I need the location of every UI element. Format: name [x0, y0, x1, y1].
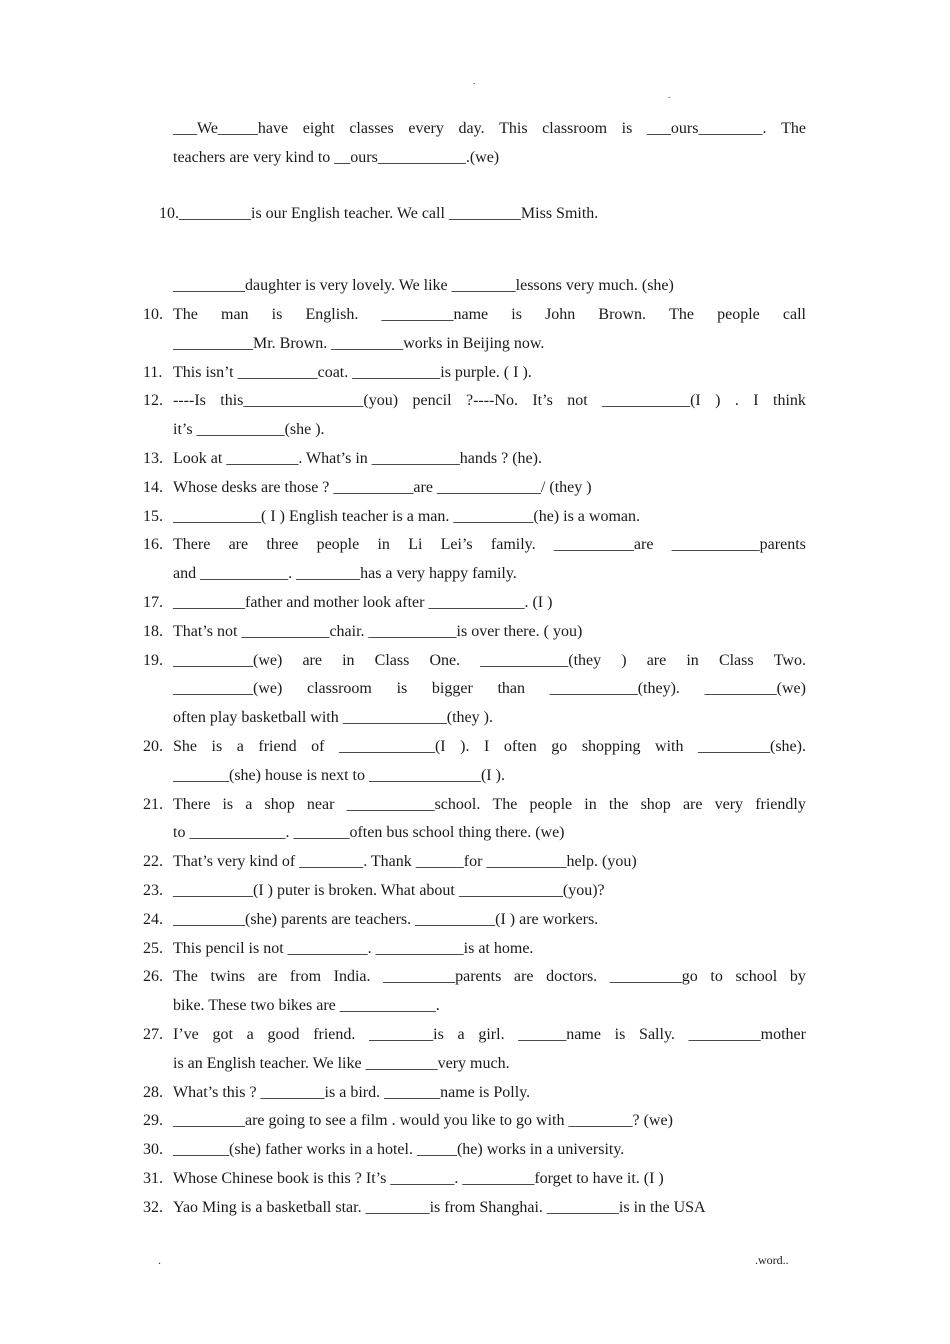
word: __________(we): [173, 651, 283, 669]
word: _________parents: [383, 968, 502, 986]
question-line: it’s ___________(she ).: [173, 421, 325, 439]
word: go: [551, 738, 568, 755]
word: ___________(they: [480, 651, 602, 669]
word: shop: [264, 795, 295, 813]
word: Brown.: [598, 306, 646, 323]
word: with: [655, 738, 684, 755]
question-line: [173, 305, 806, 325]
question-number: 22.: [143, 853, 163, 871]
word: friend: [258, 738, 297, 755]
question-line: This pencil is not __________. ___________is at home.: [173, 939, 534, 957]
question-line: __________(I ) puter is broken. What about _____________(you)?: [173, 882, 605, 899]
top-block-line-1: [173, 119, 806, 139]
question-line: _______(she) house is next to ______________(I ).: [173, 766, 505, 784]
word: people: [316, 536, 360, 554]
word: ________is: [369, 1026, 444, 1043]
word: the: [608, 795, 629, 813]
question-line: ___________( I ) English teacher is a man. __________(he) is a woman.: [173, 507, 641, 525]
word: is: [222, 795, 234, 813]
word: ____________(I: [338, 738, 446, 755]
word: got: [212, 1026, 233, 1043]
header-dot-left: .: [473, 76, 476, 86]
word: is: [614, 1026, 626, 1043]
word: friend.: [313, 1026, 356, 1043]
word: _________(she).: [698, 738, 806, 755]
word: The: [781, 120, 806, 137]
word: ___ours________.: [646, 120, 767, 137]
question-line: That’s not ___________chair. ___________is over there. ( you): [173, 622, 583, 640]
word: _________go: [609, 968, 698, 986]
word: _________name: [381, 306, 489, 323]
question-line: _________(she) parents are teachers. __________(I ) are workers.: [173, 910, 599, 928]
question-number: 18.: [143, 622, 163, 640]
word: Two.: [773, 651, 806, 669]
word: Sally.: [639, 1026, 675, 1043]
word: is: [396, 680, 408, 698]
word: are: [257, 968, 278, 986]
item-10a-number: 10.: [159, 205, 179, 222]
question-number: 12.: [143, 392, 163, 410]
question-number: 15.: [143, 507, 163, 525]
word: three: [266, 536, 299, 554]
word: is: [511, 306, 522, 323]
word: family.: [490, 536, 536, 554]
question-line: [173, 967, 806, 987]
question-number: 17.: [143, 594, 163, 611]
question-line: to ____________. _______often bus school thing there. (we): [173, 824, 565, 842]
word: is: [211, 738, 223, 755]
word: ----Is: [173, 392, 206, 410]
word: _________mother: [688, 1026, 806, 1043]
question-line: _________are going to see a film . would you like to go with ________? (we): [173, 1112, 673, 1130]
word: in: [377, 536, 390, 554]
question-number: 32.: [143, 1198, 163, 1216]
question-line: [173, 391, 806, 411]
question-number: 27.: [143, 1026, 163, 1043]
header-dot-right: .: [668, 90, 671, 100]
question-number: 16.: [143, 536, 163, 554]
word: in: [342, 651, 355, 669]
word: I: [484, 738, 490, 755]
question-line: What’s this ? ________is a bird. _______name is Polly.: [173, 1083, 531, 1101]
question-number: 31.: [143, 1170, 163, 1187]
item-10a-text: _________is our English teacher. We call _________Miss Smith.: [179, 205, 599, 222]
question-number: 11.: [143, 363, 163, 381]
question-line: That’s very kind of ________. Thank ______for __________help. (you): [173, 853, 637, 871]
word: ___________school.: [346, 795, 481, 813]
word: The: [669, 306, 694, 323]
word: every: [408, 120, 444, 137]
question-line: Yao Ming is a basketball star. ________is from Shanghai. _________is in the USA: [173, 1198, 706, 1216]
word: One.: [429, 651, 461, 669]
question-line: Whose Chinese book is this ? It’s ________. _________forget to have it. (I ): [173, 1170, 664, 1187]
question-number: 19.: [143, 651, 163, 669]
word: very: [714, 795, 744, 813]
word: in: [686, 651, 699, 669]
question-number: 29.: [143, 1112, 163, 1130]
question-line: __________Mr. Brown. _________works in Beijing now.: [173, 334, 545, 352]
word: people: [717, 306, 760, 323]
question-number: 13.: [143, 450, 163, 467]
word: to: [710, 968, 723, 986]
word: classroom: [542, 120, 608, 137]
word: The: [173, 306, 198, 323]
orphan-line: _________daughter is very lovely. We like ________lessons very much. (she): [173, 277, 674, 294]
word: ).: [460, 738, 470, 755]
question-line: [173, 737, 806, 757]
word: ): [715, 392, 721, 410]
question-line: Look at _________. What’s in ___________hands ? (he).: [173, 450, 542, 467]
question-number: 28.: [143, 1083, 163, 1101]
word: classroom: [307, 680, 372, 698]
word: a: [457, 1026, 465, 1043]
word: __________are: [553, 536, 654, 554]
word: It’s: [532, 392, 553, 410]
word: Li: [408, 536, 423, 554]
question-number: 10.: [143, 306, 163, 323]
word: shop: [640, 795, 671, 813]
word: is: [621, 120, 633, 137]
question-line: and ___________. ________has a very happy family.: [173, 565, 517, 583]
word: good: [267, 1026, 300, 1043]
word: She: [173, 738, 197, 755]
word: John: [545, 306, 576, 323]
word: near: [306, 795, 335, 813]
word: are: [513, 968, 534, 986]
word: often: [503, 738, 537, 755]
word: in: [584, 795, 597, 813]
word: I: [753, 392, 759, 410]
word: twins: [210, 968, 246, 986]
question-line: _______(she) father works in a hotel. _____(he) works in a university.: [173, 1141, 625, 1159]
word: man: [221, 306, 249, 323]
word: ___We_____have: [173, 120, 289, 137]
word: are: [302, 651, 322, 669]
word: are: [228, 536, 249, 554]
word: classes: [349, 120, 394, 137]
question-number: 30.: [143, 1141, 163, 1159]
word: shopping: [581, 738, 641, 755]
question-number: 26.: [143, 968, 163, 986]
word: of: [311, 738, 325, 755]
word: There: [173, 795, 211, 813]
word: The: [173, 968, 198, 986]
word: not: [567, 392, 588, 410]
question-line: bike. These two bikes are ____________.: [173, 997, 440, 1015]
question-number: 14.: [143, 478, 163, 496]
word: ): [621, 651, 627, 669]
question-line: Whose desks are those ? __________are _____________/ (they ): [173, 478, 592, 496]
word: people: [529, 795, 573, 813]
word: this_______________(you): [220, 392, 399, 410]
question-line: This isn’t __________coat. ___________is purple. ( I ).: [173, 363, 532, 381]
question-line: often play basketball with _____________(they ).: [173, 709, 493, 727]
word: by: [789, 968, 806, 986]
question-line: [173, 1025, 806, 1045]
word: pencil: [412, 392, 452, 410]
word: .: [734, 392, 739, 410]
word: think: [773, 392, 806, 410]
question-line: [173, 679, 806, 699]
word: friendly: [755, 795, 806, 813]
word: is: [271, 306, 283, 323]
word: bigger: [431, 680, 473, 698]
footer-dot: .: [158, 1253, 161, 1267]
word: Class: [718, 651, 754, 669]
word: a: [245, 795, 253, 813]
word: Lei’s: [440, 536, 473, 554]
word: There: [173, 536, 211, 554]
question-number: 23.: [143, 882, 163, 899]
word: a: [236, 738, 244, 755]
word: English.: [305, 306, 359, 323]
word: Class: [374, 651, 410, 669]
word: than: [497, 680, 526, 698]
word: ______name: [518, 1026, 601, 1043]
word: doctors.: [546, 968, 598, 986]
word: are: [646, 651, 667, 669]
word: ___________(they).: [549, 680, 680, 698]
word: ___________parents: [671, 536, 806, 554]
word: __________(we): [173, 680, 283, 698]
word: school: [735, 968, 778, 986]
word: call: [782, 306, 806, 323]
question-number: 25.: [143, 939, 163, 957]
word: girl.: [478, 1026, 505, 1043]
question-line: [173, 535, 806, 555]
question-line: _________father and mother look after ____________. (I ): [173, 594, 553, 611]
question-number: 24.: [143, 910, 163, 928]
word: a: [246, 1026, 254, 1043]
word: _________(we): [704, 680, 806, 698]
word: from: [289, 968, 322, 986]
question-number: 21.: [143, 795, 163, 813]
word: The: [492, 795, 518, 813]
word: ?----No.: [465, 392, 518, 410]
word: day.: [458, 120, 485, 137]
question-line: [173, 795, 806, 815]
top-block-line-2: teachers are very kind to __ours___________.(we): [173, 149, 500, 166]
word: eight: [302, 120, 335, 137]
word: I’ve: [173, 1026, 199, 1043]
word: India.: [333, 968, 371, 986]
question-line: [173, 651, 806, 671]
word: This: [499, 120, 528, 137]
word: ___________(I: [602, 392, 701, 410]
word: are: [682, 795, 703, 813]
question-line: is an English teacher. We like _________very much.: [173, 1054, 510, 1072]
item-10a: [143, 184, 599, 222]
footer-word: .word..: [755, 1253, 789, 1267]
question-number: 20.: [143, 738, 163, 755]
